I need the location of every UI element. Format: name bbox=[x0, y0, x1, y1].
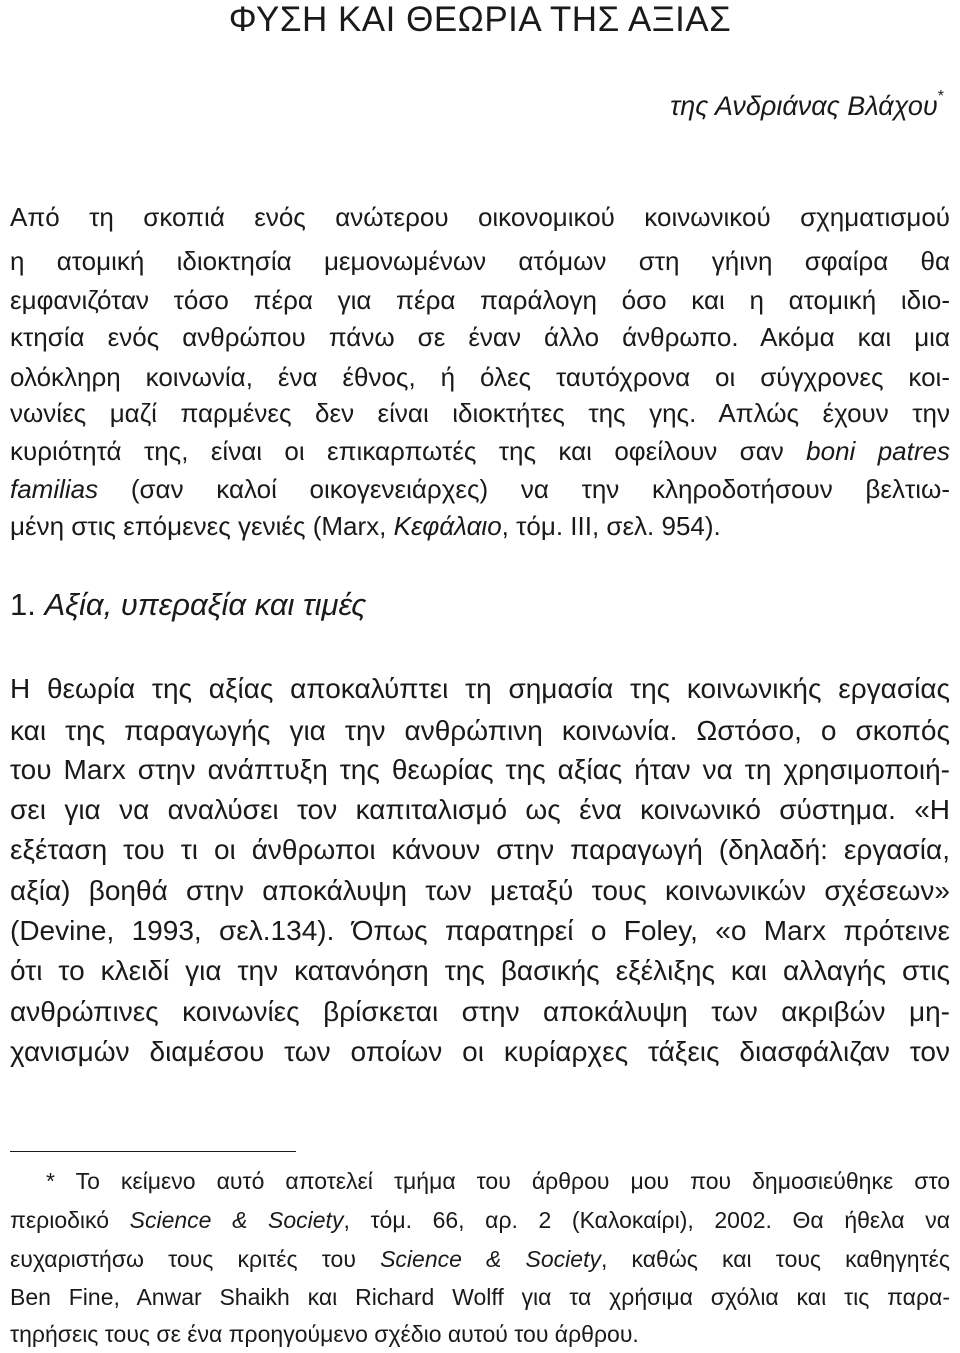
body-line: Η θεωρία της αξίας αποκαλύπτει τη σημασία της κοινωνικής εργασίας bbox=[10, 673, 950, 704]
footnote-text: , τόμ. 66, αρ. 2 (Καλοκαίρι), 2002. Θα ήθελα να bbox=[343, 1207, 950, 1233]
epigraph-line bbox=[10, 432, 950, 470]
footnote-text: , καθώς και τους καθηγητές bbox=[600, 1246, 950, 1272]
body-line: του Marx στην ανάπτυξη της θεωρίας της αξίας ήταν να τη χρησιμοποιή- bbox=[10, 754, 950, 785]
epigraph-text: μένη στις επόμενες γενιές (Marx, bbox=[10, 511, 394, 541]
body-line: χανισμών διαμέσου των οποίων οι κυρίαρχες τάξεις διασφάλιζαν τον bbox=[10, 1036, 950, 1067]
epigraph-text: , τόμ. ΙΙΙ, σελ. 954). bbox=[501, 511, 721, 541]
epigraph-line: κτησία ενός ανθρώπου πάνω σε έναν άλλο άνθρωπο. Ακόμα και μια bbox=[10, 322, 950, 352]
footnote-line bbox=[10, 1204, 950, 1236]
epigraph-latin-phrase: familias bbox=[10, 474, 99, 504]
footnote-line: * Το κείμενο αυτό αποτελεί τμήμα του άρθρου μου που δημοσιεύθηκε στο bbox=[46, 1168, 950, 1194]
body-line: σει για να αναλύσει τον καπιταλισμό ως ένα κοινωνικό σύστημα. «Η bbox=[10, 794, 950, 825]
footnote-line bbox=[10, 1243, 950, 1275]
body-line: (Devine, 1993, σελ.134). Όπως παρατηρεί ο Foley, «ο Marx πρότεινε bbox=[10, 915, 950, 946]
epigraph-line bbox=[10, 470, 950, 508]
footnote-separator bbox=[10, 1151, 296, 1152]
author-name: της Ανδριάνας Βλάχου bbox=[670, 91, 938, 121]
body-line: ανθρώπινες κοινωνίες βρίσκεται στην αποκάλυψη των ακριβών μη- bbox=[10, 996, 950, 1027]
journal-name: Science & Society bbox=[380, 1246, 601, 1272]
footnote-text: περιοδικό bbox=[10, 1207, 130, 1233]
section-heading bbox=[10, 585, 366, 625]
epigraph-line: ολόκληρη κοινωνία, ένα έθνος, ή όλες ταυτόχρονα οι σύγχρονες κοι- bbox=[10, 362, 950, 392]
footnote-line: Ben Fine, Anwar Shaikh και Richard Wolff για τα χρήσιμα σχόλια και τις παρα- bbox=[10, 1284, 950, 1310]
section-title: Αξία, υπεραξία και τιμές bbox=[44, 587, 367, 622]
footnote-text: ευχαριστήσω τους κριτές του bbox=[10, 1246, 381, 1272]
cited-work-title: Κεφάλαιο bbox=[393, 511, 502, 541]
body-line: εξέταση του τι οι άνθρωποι κάνουν στην παραγωγή (δηλαδή: εργασία, bbox=[10, 834, 950, 865]
body-line: ότι το κλειδί για την κατανόηση της βασικής εξέλιξης και αλλαγής στις bbox=[10, 955, 950, 986]
epigraph-text: κυριότητά της, είναι οι επικαρπωτές της και οφείλουν σαν bbox=[10, 436, 807, 466]
author-line bbox=[670, 80, 944, 123]
epigraph-line: νωνίες μαζί παρμένες δεν είναι ιδιοκτήτες της γης. Απλώς έχουν την bbox=[10, 398, 950, 428]
epigraph-line bbox=[10, 507, 950, 545]
epigraph-line: η ατομική ιδιοκτησία μεμονωμένων ατόμων στη γήινη σφαίρα θα bbox=[10, 246, 950, 276]
journal-name: Science & Society bbox=[129, 1207, 344, 1233]
section-number: 1. bbox=[10, 587, 36, 622]
epigraph-text: (σαν καλοί οικογενειάρχες) να την κληροδοτήσουν βελτιω- bbox=[98, 474, 950, 504]
epigraph-latin-phrase: boni patres bbox=[806, 436, 950, 466]
body-line: αξία) βοηθά στην αποκάλυψη των μεταξύ τους κοινωνικών σχέσεων» bbox=[10, 875, 950, 906]
author-footnote-mark[interactable]: * bbox=[937, 88, 944, 105]
article-title: ΦΥΣΗ ΚΑΙ ΘΕΩΡΙΑ ΤΗΣ ΑΞΙΑΣ bbox=[228, 0, 732, 39]
epigraph-line: Από τη σκοπιά ενός ανώτερου οικονομικού κοινωνικού σχηματισμού bbox=[10, 202, 950, 232]
footnote-line: τηρήσεις τους σε ένα προηγούμενο σχέδιο αυτού του άρθρου. bbox=[10, 1321, 639, 1347]
epigraph-line: εμφανιζόταν τόσο πέρα για πέρα παράλογη όσο και η ατομική ιδιο- bbox=[10, 285, 950, 315]
body-line: και της παραγωγής για την ανθρώπινη κοινωνία. Ωστόσο, ο σκοπός bbox=[10, 715, 950, 746]
